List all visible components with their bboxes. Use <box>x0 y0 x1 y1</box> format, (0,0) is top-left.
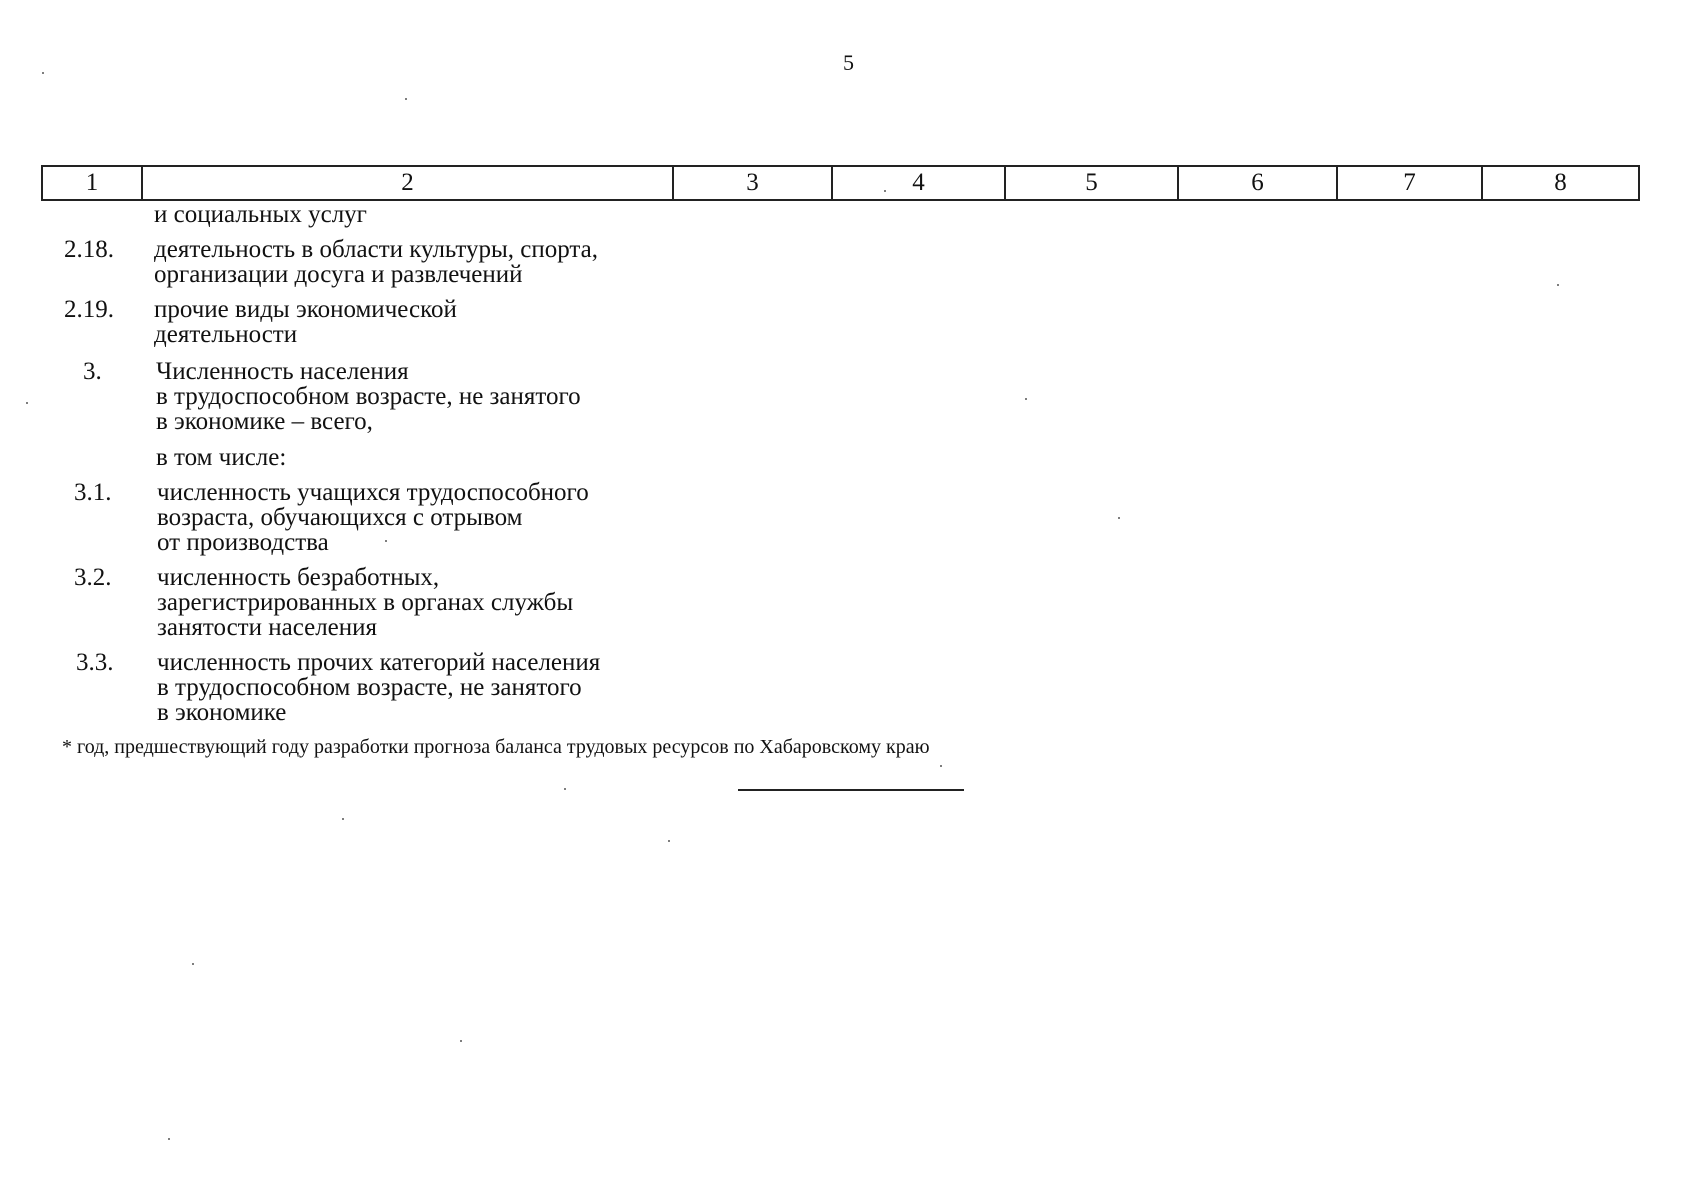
row-label: численность учащихся трудоспособного возраста, обучающихся с отрывом от производства <box>157 479 589 556</box>
end-rule <box>738 789 964 791</box>
scan-speck <box>405 98 407 100</box>
row-label: деятельность в области культуры, спорта, организации досуга и развлечений <box>154 236 598 288</box>
footnote: * год, предшествующий году разработки прогноза баланса трудовых ресурсов по Хабаровскому краю <box>62 736 930 758</box>
column-header-4: 4 <box>832 166 1005 200</box>
row-number: 3.3. <box>76 649 114 676</box>
row-number: 3.2. <box>74 564 112 591</box>
row-number: 2.19. <box>64 296 114 323</box>
column-header-1: 1 <box>42 166 142 200</box>
scan-speck <box>460 1040 462 1042</box>
column-header-2: 2 <box>142 166 673 200</box>
row-number: 2.18. <box>64 236 114 263</box>
scan-speck <box>564 788 566 790</box>
page-number: 5 <box>843 50 854 75</box>
scan-speck <box>168 1138 170 1140</box>
row-number: 3. <box>83 358 102 385</box>
scan-speck <box>1118 517 1120 519</box>
scan-speck <box>668 840 670 842</box>
column-header-6: 6 <box>1178 166 1337 200</box>
row-label: численность прочих категорий населения в трудоспособном возрасте, не занятого в экономике <box>157 649 601 726</box>
column-header-3: 3 <box>673 166 832 200</box>
scan-speck <box>385 540 387 542</box>
column-header-7: 7 <box>1337 166 1482 200</box>
row-label: и социальных услуг <box>154 201 367 228</box>
scan-speck <box>42 72 44 74</box>
column-header-8: 8 <box>1482 166 1639 200</box>
scan-speck <box>884 190 886 192</box>
row-label: в том числе: <box>156 444 287 471</box>
scan-speck <box>1025 398 1027 400</box>
column-header-row <box>42 166 1639 200</box>
row-label: Численность населения в трудоспособном возрасте, не занятого в экономике – всего, <box>156 358 581 435</box>
column-header-5: 5 <box>1005 166 1178 200</box>
row-label: прочие виды экономической деятельности <box>154 296 457 348</box>
column-header-table <box>41 165 1640 201</box>
scan-speck <box>192 963 194 965</box>
scan-speck <box>26 402 28 404</box>
scan-speck <box>940 765 942 767</box>
scan-speck <box>342 818 344 820</box>
row-number: 3.1. <box>74 479 112 506</box>
row-label: численность безработных, зарегистрированных в органах службы занятости населения <box>157 564 574 641</box>
scan-speck <box>1557 284 1559 286</box>
